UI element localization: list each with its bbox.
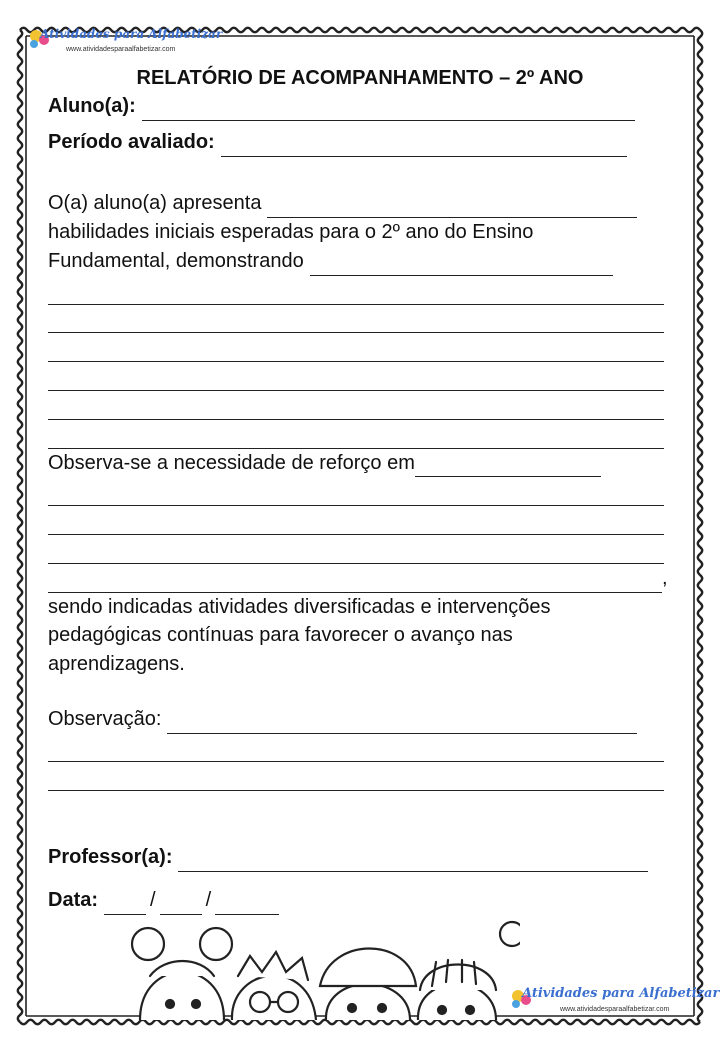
writing-line[interactable]	[48, 333, 664, 362]
aluno-field[interactable]	[142, 100, 635, 121]
periodo-field[interactable]	[221, 136, 627, 157]
indicadas-text-1: sendo indicadas atividades diversificadas e intervenções	[48, 595, 551, 618]
data-year-field[interactable]	[215, 894, 279, 915]
children-illustration	[120, 916, 520, 1020]
observacao-label: Observação:	[48, 707, 162, 730]
indicadas-text-3: aprendizagens.	[48, 653, 185, 676]
writing-line[interactable]	[48, 572, 662, 593]
data-label: Data:	[48, 888, 99, 911]
apresenta-text: O(a) aluno(a) apresenta	[48, 192, 262, 215]
writing-line[interactable]	[48, 734, 664, 763]
professor-label: Professor(a):	[48, 846, 173, 869]
demonstrando-field[interactable]	[310, 255, 613, 276]
indicadas-text-2: pedagógicas contínuas para favorecer o avanço nas	[48, 624, 513, 647]
footer-logo-url: www.atividadesparaalfabetizar.com	[560, 1006, 670, 1013]
writing-line[interactable]	[48, 276, 664, 305]
writing-line[interactable]	[48, 762, 664, 791]
reforco-field[interactable]	[415, 456, 601, 477]
page-title: RELATÓRIO DE ACOMPANHAMENTO – 2º ANO	[136, 67, 584, 89]
periodo-label: Período avaliado:	[48, 130, 215, 153]
writing-line[interactable]	[48, 477, 664, 506]
data-month-field[interactable]	[160, 894, 202, 915]
data-separator: /	[205, 888, 212, 911]
comma-text: ,	[662, 566, 668, 589]
professor-field[interactable]	[178, 851, 648, 872]
footer-logo	[508, 984, 720, 1020]
header-logo-brand: Atividades para Alfabetizar	[40, 27, 223, 41]
observacao-field[interactable]	[167, 713, 637, 734]
fundamental-text: Fundamental, demonstrando	[48, 249, 304, 272]
writing-line[interactable]	[48, 420, 664, 449]
report-form	[48, 64, 672, 915]
apresenta-field[interactable]	[267, 197, 637, 218]
aluno-label: Aluno(a):	[48, 95, 136, 117]
writing-line[interactable]	[48, 305, 664, 334]
data-separator: /	[150, 888, 156, 911]
writing-line[interactable]	[48, 506, 664, 535]
writing-line[interactable]	[48, 391, 664, 420]
habilidades-text: habilidades iniciais esperadas para o 2º ano do Ensino	[48, 221, 534, 244]
header-logo-url: www.atividadesparaalfabetizar.com	[66, 46, 176, 53]
writing-line[interactable]	[48, 362, 664, 391]
footer-logo-brand: Atividades para Alfabetizar	[522, 986, 720, 1001]
reforco-text: Observa-se a necessidade de reforço em	[48, 451, 415, 474]
data-day-field[interactable]	[104, 894, 146, 915]
header-logo	[26, 24, 223, 64]
writing-line[interactable]	[48, 535, 664, 564]
